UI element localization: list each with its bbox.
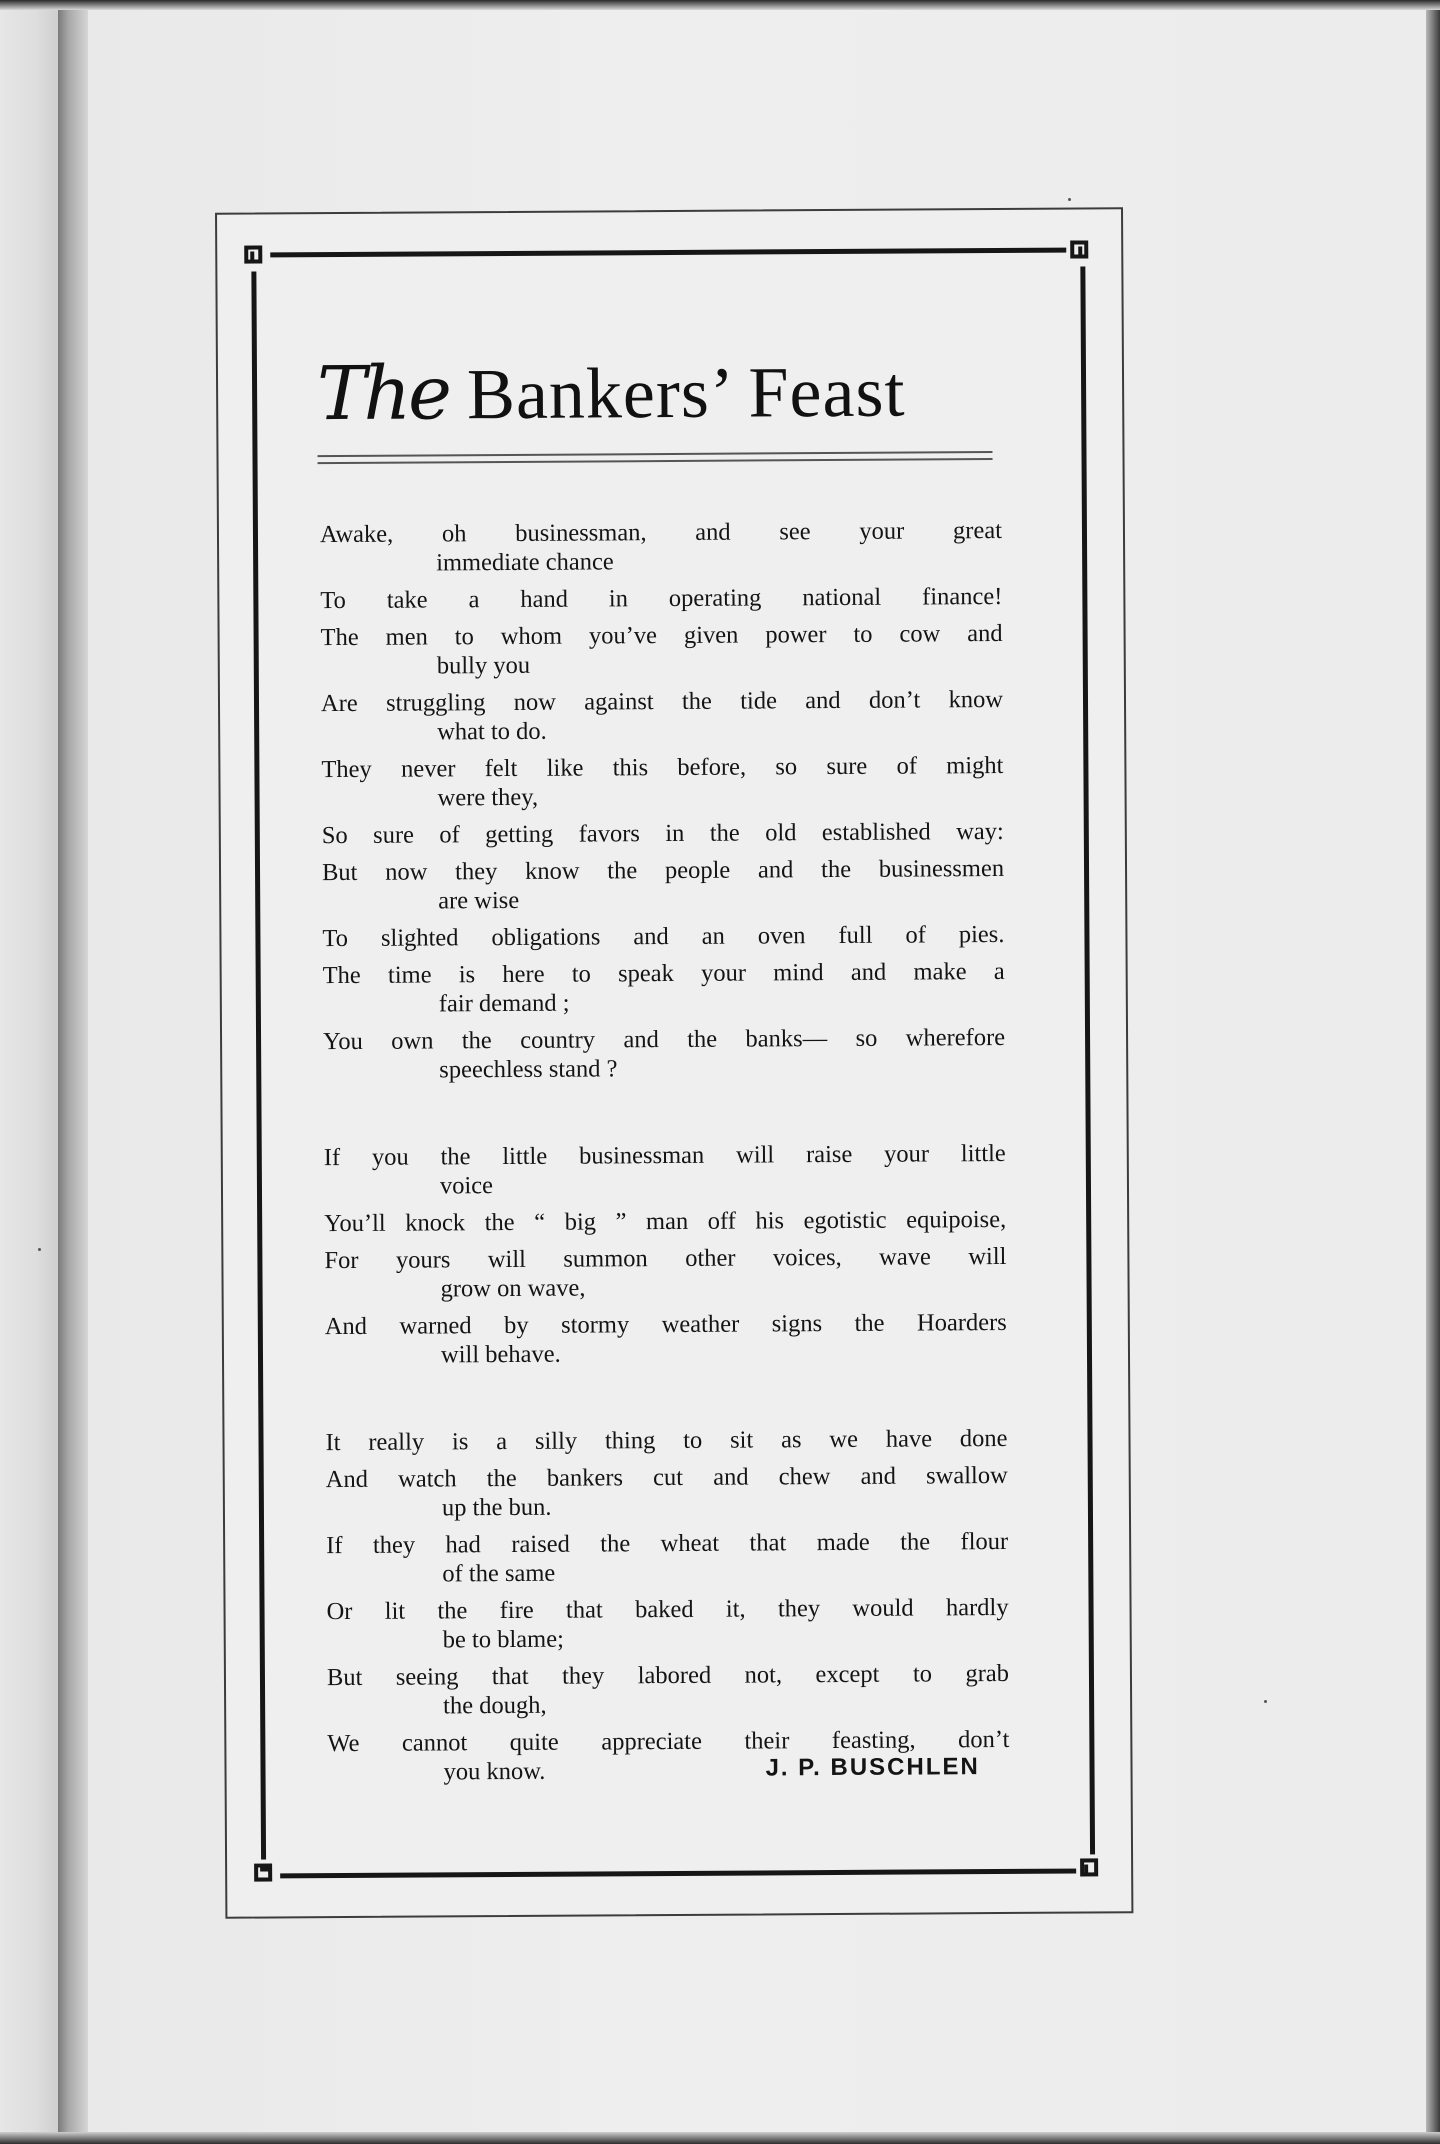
poem-line-continuation: will behave. — [440, 1340, 561, 1369]
poem-line-continuation: were they, — [437, 783, 539, 812]
poem-line-text: You’ll knock the “ big ” man off his egotistic equipoise, — [324, 1205, 1007, 1238]
poem-line-text: The time is here to speak your mind and make a — [322, 957, 1005, 990]
scan-top-edge — [0, 0, 1440, 10]
decorative-border — [251, 247, 1095, 1878]
paper-speck — [1068, 198, 1071, 201]
paper-speck — [1264, 1700, 1267, 1703]
poem-line-continuation: speechless stand ? — [439, 1055, 618, 1084]
poem-line-continuation: are wise — [438, 886, 520, 915]
poem-stanza — [320, 515, 1005, 1086]
poem-line-text: They never felt like this before, so sure of might — [321, 751, 1004, 784]
poem-line-text: The men to whom you’ve given power to cow and — [320, 619, 1003, 652]
poem-line — [322, 816, 1004, 851]
poem-line-continuation: bully you — [436, 651, 531, 680]
book-gutter — [58, 0, 88, 2144]
poem-line — [320, 581, 1002, 616]
poem-line — [327, 1658, 1009, 1722]
poem-author: J. P. BUSCHLEN — [765, 1753, 980, 1782]
poem-line-text: Or lit the fire that baked it, they would hardly — [326, 1593, 1009, 1626]
poem-line — [326, 1460, 1008, 1524]
poem-line-text: For yours will summon other voices, wave will — [324, 1242, 1007, 1275]
facing-page-edge — [0, 0, 58, 2144]
poem-line-text: To take a hand in operating national finance! — [320, 582, 1003, 615]
poem-line-text: But now they know the people and the businessmen — [321, 854, 1005, 887]
poem-line — [326, 1592, 1008, 1656]
poem-line — [324, 1204, 1006, 1239]
poem-line — [322, 919, 1004, 954]
poem-line — [324, 1138, 1006, 1202]
poem-line-text: To slighted obligations and an oven full of pies. — [322, 920, 1005, 953]
poem-stanza — [324, 1138, 1007, 1371]
poem-line-continuation: immediate chance — [436, 548, 614, 577]
poem-line-continuation: you know. — [443, 1757, 546, 1786]
poem-line — [321, 750, 1003, 814]
corner-ornament-icon — [1066, 236, 1096, 266]
poem-line-text: Are struggling now against the tide and don’t know — [320, 685, 1004, 718]
title-ornamental-the: The — [316, 350, 450, 438]
poem-line-text: It really is a silly thing to sit as we have done — [325, 1424, 1008, 1457]
title-rule — [318, 458, 993, 464]
poem-line — [322, 853, 1004, 917]
page-right-edge — [1426, 0, 1440, 2144]
poem-line-text: But seeing that they labored not, except to grab — [326, 1659, 1010, 1692]
poem-line — [321, 618, 1003, 682]
poem-line-continuation: the dough, — [443, 1691, 547, 1720]
corner-ornament-icon — [1076, 1854, 1106, 1884]
poem-body — [320, 515, 1010, 1794]
poem-line-continuation: fair demand ; — [438, 989, 570, 1018]
title-rule — [317, 451, 992, 457]
poem-line — [323, 1022, 1005, 1086]
poem-line-continuation: up the bun. — [441, 1493, 552, 1522]
title-text: Bankers’ Feast — [466, 351, 906, 435]
poem-line — [325, 1423, 1007, 1458]
poem-line-text: If they had raised the wheat that made the flour — [326, 1527, 1009, 1560]
poem-line-continuation: grow on wave, — [440, 1274, 586, 1303]
poem-line — [325, 1307, 1007, 1371]
poem-line-text: And watch the bankers cut and chew and swallow — [325, 1461, 1008, 1494]
poem-line-text: So sure of getting favors in the old established way: — [321, 817, 1004, 850]
poem-line-text: Awake, oh businessman, and see your great — [319, 516, 1003, 549]
poem-line-continuation: be to blame; — [442, 1625, 564, 1654]
corner-ornament-icon — [250, 1859, 280, 1889]
poem-card — [215, 207, 1133, 1919]
poem-line-continuation: of the same — [442, 1559, 556, 1588]
poem-line — [326, 1526, 1008, 1590]
poem-stanza — [325, 1423, 1009, 1788]
poem-line-continuation: what to do. — [437, 717, 547, 746]
corner-ornament-icon — [240, 241, 270, 271]
poem-line-text: If you the little businessman will raise your little — [323, 1139, 1006, 1172]
poem-line — [320, 515, 1002, 579]
poem-line-text: We cannot quite appreciate their feasting, don’t — [327, 1725, 1010, 1758]
poem-line-continuation: voice — [439, 1172, 494, 1200]
poem-line-text: You own the country and the banks— so wherefore — [322, 1023, 1006, 1056]
paper-speck — [38, 1248, 41, 1251]
poem-line-text: And warned by stormy weather signs the Hoarders — [324, 1308, 1007, 1341]
scan-bottom-edge — [0, 2132, 1440, 2144]
poem-title — [317, 345, 1018, 440]
poem-line — [321, 684, 1003, 748]
poem-line — [324, 1241, 1006, 1305]
poem-line — [323, 956, 1005, 1020]
